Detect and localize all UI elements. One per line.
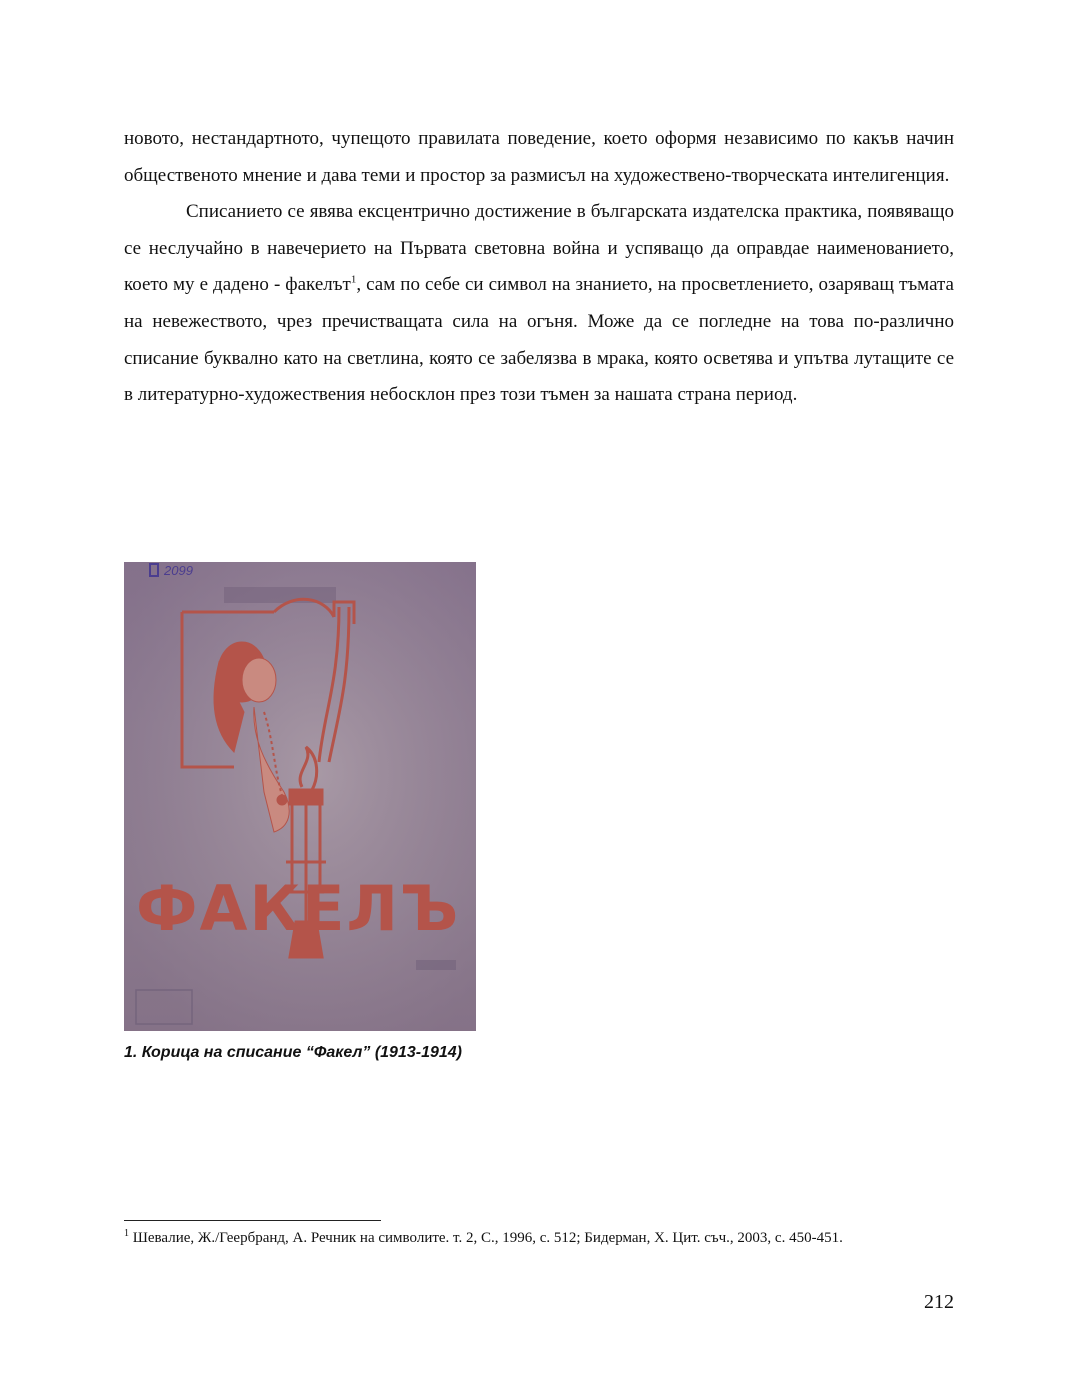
footnote-reference[interactable]: 1 [350,274,357,287]
footnote [124,1229,954,1247]
cover-illustration [124,562,476,1031]
paragraph-2-part-2: , сам по себе си символ на знанието, на просветлението, озаряващ тъмата на невежеството, чрез пречистващата сила на огъня. Може да се погледне на това по-различно списание буквално като на светлина, която се забелязва в мрака, която осветява и упътва лутащите се в литературно-художествения небосклон през този тъмен за нашата страна период. [124,274,954,406]
stamp-number: 2099 [164,563,193,578]
footnote-text: Шевалие, Ж./Геербранд, А. Речник на символите. т. 2, С., 1996, с. 512; Бидерман, Х. Цит. съч., 2003, с. 450-451. [129,1230,843,1246]
magazine-cover-image [124,562,476,1031]
cover-title: ФАКЕЛЪ [136,872,461,945]
paragraph-1: новото, нестандартното, чупещото правилата поведение, което оформя независимо по какъв начин общественото мнение и дава теми и простор за размисъл на художествено-творческата интелигенция. [124,128,954,186]
footnote-marker: 1 [124,1228,129,1239]
figure-caption: 1. Корица на списание “Факел” (1913-1914) [124,1044,462,1061]
footnote-divider [124,1220,381,1221]
paragraph-2-part-1: Списанието се явява ексцентрично достижение в българската издателска практика, появяващо се неслучайно в навечерието на Първата световна война и успяващо да оправдае наименованието, което му е дадено - факелът [124,201,954,296]
paragraph-2 [124,194,954,414]
small-label [416,960,456,970]
page-number: 212 [924,1291,954,1313]
body-text [124,121,954,414]
